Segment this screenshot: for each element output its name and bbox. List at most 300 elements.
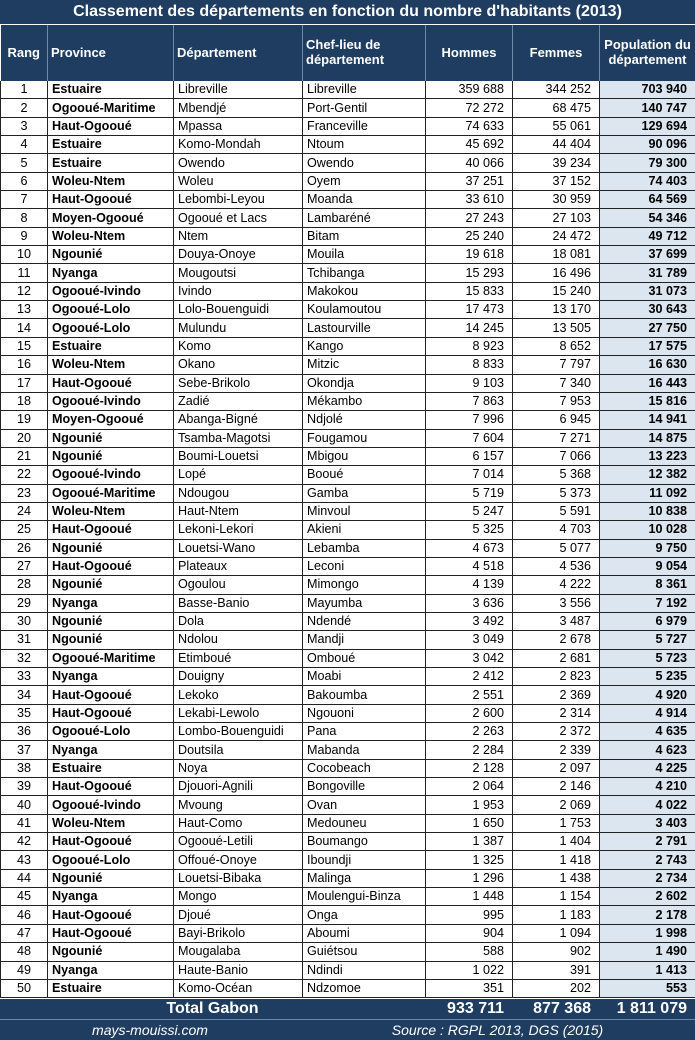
cell-rang: 4 (1, 136, 48, 154)
cell-hommes: 2 284 (426, 741, 513, 759)
cell-chef-lieu: Ntoum (303, 136, 426, 154)
cell-chef-lieu: Moabi (303, 668, 426, 686)
table-row (1, 943, 695, 961)
table-row (1, 484, 695, 502)
cell-hommes: 2 412 (426, 668, 513, 686)
cell-chef-lieu: Lastourville (303, 319, 426, 337)
cell-departement: Lekoni-Lekori (174, 521, 303, 539)
cell-province: Woleu-Ntem (48, 502, 174, 520)
cell-femmes: 5 368 (513, 466, 600, 484)
cell-departement: Mougalaba (174, 943, 303, 961)
cell-province: Haut-Ogooué (48, 521, 174, 539)
cell-rang: 2 (1, 99, 48, 117)
cell-departement: Ivindo (174, 282, 303, 300)
cell-departement: Okano (174, 356, 303, 374)
cell-femmes: 15 240 (513, 282, 600, 300)
cell-femmes: 1 418 (513, 851, 600, 869)
cell-province: Ngounié (48, 447, 174, 465)
table-row (1, 264, 695, 282)
table-row (1, 557, 695, 575)
table-row (1, 906, 695, 924)
cell-hommes: 8 833 (426, 356, 513, 374)
cell-departement: Louetsi-Wano (174, 539, 303, 557)
cell-population: 2 791 (600, 833, 695, 851)
cell-chef-lieu: Owendo (303, 154, 426, 172)
cell-rang: 7 (1, 191, 48, 209)
cell-femmes: 5 591 (513, 502, 600, 520)
cell-province: Haut-Ogooué (48, 374, 174, 392)
cell-chef-lieu: Medouneu (303, 814, 426, 832)
cell-departement: Dola (174, 612, 303, 630)
cell-rang: 43 (1, 851, 48, 869)
cell-province: Ogooué-Ivindo (48, 796, 174, 814)
table-row (1, 447, 695, 465)
cell-hommes: 2 600 (426, 704, 513, 722)
cell-departement: Bayi-Brikolo (174, 924, 303, 942)
table-body (1, 81, 695, 998)
cell-population: 5 727 (600, 631, 695, 649)
cell-hommes: 6 157 (426, 447, 513, 465)
cell-province: Haut-Ogooué (48, 686, 174, 704)
cell-hommes: 2 263 (426, 723, 513, 741)
cell-chef-lieu: Ndendé (303, 612, 426, 630)
total-hommes: 933 711 (425, 1000, 512, 1018)
cell-hommes: 995 (426, 906, 513, 924)
cell-population: 4 920 (600, 686, 695, 704)
cell-rang: 37 (1, 741, 48, 759)
cell-femmes: 39 234 (513, 154, 600, 172)
cell-femmes: 27 103 (513, 209, 600, 227)
cell-departement: Tsamba-Magotsi (174, 429, 303, 447)
cell-rang: 5 (1, 154, 48, 172)
cell-population: 2 178 (600, 906, 695, 924)
total-row (0, 998, 695, 1019)
cell-hommes: 3 049 (426, 631, 513, 649)
cell-departement: Louetsi-Bibaka (174, 869, 303, 887)
table-row (1, 172, 695, 190)
cell-rang: 3 (1, 117, 48, 135)
cell-rang: 30 (1, 612, 48, 630)
cell-departement: Mpassa (174, 117, 303, 135)
cell-rang: 17 (1, 374, 48, 392)
cell-population: 4 210 (600, 778, 695, 796)
cell-femmes: 55 061 (513, 117, 600, 135)
cell-femmes: 1 154 (513, 888, 600, 906)
cell-rang: 34 (1, 686, 48, 704)
cell-rang: 40 (1, 796, 48, 814)
cell-chef-lieu: Makokou (303, 282, 426, 300)
cell-chef-lieu: Omboué (303, 649, 426, 667)
cell-province: Nyanga (48, 741, 174, 759)
cell-province: Ngounié (48, 429, 174, 447)
cell-chef-lieu: Bongoville (303, 778, 426, 796)
cell-province: Estuaire (48, 154, 174, 172)
cell-population: 54 346 (600, 209, 695, 227)
cell-rang: 15 (1, 337, 48, 355)
cell-hommes: 7 863 (426, 392, 513, 410)
cell-chef-lieu: Lebamba (303, 539, 426, 557)
table-row (1, 191, 695, 209)
cell-rang: 44 (1, 869, 48, 887)
cell-province: Ogooué-Lolo (48, 723, 174, 741)
cell-rang: 20 (1, 429, 48, 447)
cell-departement: Offoué-Onoye (174, 851, 303, 869)
table-row (1, 594, 695, 612)
cell-chef-lieu: Mabanda (303, 741, 426, 759)
cell-hommes: 74 633 (426, 117, 513, 135)
cell-chef-lieu: Franceville (303, 117, 426, 135)
cell-femmes: 13 505 (513, 319, 600, 337)
cell-population: 17 575 (600, 337, 695, 355)
cell-chef-lieu: Mayumba (303, 594, 426, 612)
cell-femmes: 2 069 (513, 796, 600, 814)
cell-province: Haut-Ogooué (48, 117, 174, 135)
cell-chef-lieu: Koulamoutou (303, 301, 426, 319)
cell-chef-lieu: Mbigou (303, 447, 426, 465)
table-row (1, 979, 695, 997)
cell-departement: Ntem (174, 227, 303, 245)
cell-population: 4 623 (600, 741, 695, 759)
table-row (1, 778, 695, 796)
cell-rang: 48 (1, 943, 48, 961)
cell-hommes: 4 139 (426, 576, 513, 594)
table-row (1, 723, 695, 741)
cell-rang: 36 (1, 723, 48, 741)
cell-population: 3 403 (600, 814, 695, 832)
cell-departement: Owendo (174, 154, 303, 172)
cell-femmes: 16 496 (513, 264, 600, 282)
cell-chef-lieu: Malinga (303, 869, 426, 887)
cell-chef-lieu: Iboundji (303, 851, 426, 869)
cell-province: Moyen-Ogooué (48, 209, 174, 227)
cell-departement: Libreville (174, 81, 303, 99)
cell-departement: Ogoulou (174, 576, 303, 594)
cell-departement: Sebe-Brikolo (174, 374, 303, 392)
cell-province: Estuaire (48, 81, 174, 99)
table-row (1, 282, 695, 300)
col-header-chef-lieu: Chef-lieu de département (303, 25, 426, 81)
col-header-province: Province (48, 25, 174, 81)
cell-chef-lieu: Mandji (303, 631, 426, 649)
cell-chef-lieu: Mouila (303, 246, 426, 264)
footer (0, 1019, 695, 1040)
cell-femmes: 2 681 (513, 649, 600, 667)
cell-hommes: 351 (426, 979, 513, 997)
cell-population: 16 443 (600, 374, 695, 392)
cell-departement: Lebombi-Leyou (174, 191, 303, 209)
cell-hommes: 1 022 (426, 961, 513, 979)
cell-rang: 35 (1, 704, 48, 722)
cell-hommes: 15 293 (426, 264, 513, 282)
cell-femmes: 2 097 (513, 759, 600, 777)
cell-chef-lieu: Ndjolé (303, 411, 426, 429)
cell-departement: Noya (174, 759, 303, 777)
cell-rang: 26 (1, 539, 48, 557)
table-row (1, 851, 695, 869)
cell-province: Nyanga (48, 668, 174, 686)
cell-departement: Djoué (174, 906, 303, 924)
table-row (1, 759, 695, 777)
cell-femmes: 6 945 (513, 411, 600, 429)
cell-chef-lieu: Aboumi (303, 924, 426, 942)
cell-rang: 50 (1, 979, 48, 997)
cell-chef-lieu: Lambaréné (303, 209, 426, 227)
cell-rang: 29 (1, 594, 48, 612)
cell-population: 90 096 (600, 136, 695, 154)
table-row (1, 686, 695, 704)
cell-femmes: 5 373 (513, 484, 600, 502)
cell-hommes: 2 128 (426, 759, 513, 777)
col-header-hommes: Hommes (426, 25, 513, 81)
cell-province: Woleu-Ntem (48, 356, 174, 374)
cell-population: 49 712 (600, 227, 695, 245)
cell-rang: 19 (1, 411, 48, 429)
cell-province: Haut-Ogooué (48, 778, 174, 796)
cell-femmes: 344 252 (513, 81, 600, 99)
cell-femmes: 24 472 (513, 227, 600, 245)
cell-chef-lieu: Ovan (303, 796, 426, 814)
cell-departement: Etimboué (174, 649, 303, 667)
cell-chef-lieu: Kango (303, 337, 426, 355)
cell-femmes: 3 487 (513, 612, 600, 630)
cell-province: Haut-Ogooué (48, 924, 174, 942)
cell-province: Ogooué-Lolo (48, 319, 174, 337)
cell-population: 37 699 (600, 246, 695, 264)
cell-departement: Mougoutsi (174, 264, 303, 282)
footer-website: mays-mouissi.com (0, 1022, 300, 1038)
cell-departement: Plateaux (174, 557, 303, 575)
cell-population: 9 750 (600, 539, 695, 557)
cell-hommes: 904 (426, 924, 513, 942)
cell-population: 2 602 (600, 888, 695, 906)
cell-province: Estuaire (48, 337, 174, 355)
cell-province: Haut-Ogooué (48, 833, 174, 851)
table-row (1, 741, 695, 759)
cell-rang: 14 (1, 319, 48, 337)
cell-departement: Douigny (174, 668, 303, 686)
cell-population: 64 569 (600, 191, 695, 209)
cell-femmes: 2 339 (513, 741, 600, 759)
cell-hommes: 19 618 (426, 246, 513, 264)
cell-femmes: 7 066 (513, 447, 600, 465)
cell-hommes: 15 833 (426, 282, 513, 300)
cell-province: Haut-Ogooué (48, 704, 174, 722)
col-header-population: Population du département (600, 25, 695, 81)
cell-chef-lieu: Okondja (303, 374, 426, 392)
cell-population: 14 941 (600, 411, 695, 429)
cell-chef-lieu: Bitam (303, 227, 426, 245)
cell-chef-lieu: Moulengui-Binza (303, 888, 426, 906)
cell-chef-lieu: Cocobeach (303, 759, 426, 777)
cell-province: Ogooué-Ivindo (48, 392, 174, 410)
cell-hommes: 4 673 (426, 539, 513, 557)
cell-province: Ngounié (48, 246, 174, 264)
cell-hommes: 2 551 (426, 686, 513, 704)
cell-rang: 39 (1, 778, 48, 796)
cell-province: Estuaire (48, 979, 174, 997)
cell-rang: 31 (1, 631, 48, 649)
cell-chef-lieu: Leconi (303, 557, 426, 575)
cell-rang: 32 (1, 649, 48, 667)
table-row (1, 301, 695, 319)
cell-rang: 49 (1, 961, 48, 979)
cell-province: Nyanga (48, 888, 174, 906)
cell-rang: 23 (1, 484, 48, 502)
cell-femmes: 7 797 (513, 356, 600, 374)
cell-chef-lieu: Booué (303, 466, 426, 484)
cell-rang: 24 (1, 502, 48, 520)
cell-population: 30 643 (600, 301, 695, 319)
cell-femmes: 2 314 (513, 704, 600, 722)
cell-population: 1 490 (600, 943, 695, 961)
cell-departement: Zadié (174, 392, 303, 410)
table-row (1, 796, 695, 814)
cell-province: Ngounié (48, 943, 174, 961)
cell-province: Ngounié (48, 612, 174, 630)
cell-province: Ogooué-Maritime (48, 99, 174, 117)
table-row (1, 576, 695, 594)
cell-population: 13 223 (600, 447, 695, 465)
cell-province: Ogooué-Maritime (48, 649, 174, 667)
cell-population: 1 413 (600, 961, 695, 979)
table-row (1, 319, 695, 337)
cell-departement: Ndougou (174, 484, 303, 502)
cell-femmes: 68 475 (513, 99, 600, 117)
cell-province: Ngounié (48, 576, 174, 594)
cell-population: 79 300 (600, 154, 695, 172)
cell-hommes: 2 064 (426, 778, 513, 796)
cell-population: 5 723 (600, 649, 695, 667)
table-row (1, 246, 695, 264)
cell-population: 4 914 (600, 704, 695, 722)
cell-rang: 22 (1, 466, 48, 484)
cell-population: 8 361 (600, 576, 695, 594)
cell-province: Ngounié (48, 539, 174, 557)
cell-rang: 12 (1, 282, 48, 300)
cell-population: 2 743 (600, 851, 695, 869)
cell-population: 2 734 (600, 869, 695, 887)
cell-departement: Lekoko (174, 686, 303, 704)
cell-hommes: 1 325 (426, 851, 513, 869)
table-row (1, 612, 695, 630)
cell-rang: 6 (1, 172, 48, 190)
cell-rang: 38 (1, 759, 48, 777)
cell-femmes: 2 369 (513, 686, 600, 704)
ranking-table (0, 25, 695, 998)
cell-province: Woleu-Ntem (48, 172, 174, 190)
cell-hommes: 1 953 (426, 796, 513, 814)
table-title: Classement des départements en fonction du nombre d'habitants (2013) (0, 0, 695, 25)
cell-rang: 11 (1, 264, 48, 282)
cell-departement: Haute-Banio (174, 961, 303, 979)
cell-hommes: 72 272 (426, 99, 513, 117)
cell-province: Woleu-Ntem (48, 814, 174, 832)
cell-femmes: 4 222 (513, 576, 600, 594)
cell-rang: 18 (1, 392, 48, 410)
cell-femmes: 18 081 (513, 246, 600, 264)
cell-hommes: 5 247 (426, 502, 513, 520)
cell-population: 1 998 (600, 924, 695, 942)
cell-departement: Lolo-Bouenguidi (174, 301, 303, 319)
cell-rang: 10 (1, 246, 48, 264)
col-header-rang: Rang (1, 25, 48, 81)
cell-chef-lieu: Mitzic (303, 356, 426, 374)
table-row (1, 374, 695, 392)
cell-chef-lieu: Oyem (303, 172, 426, 190)
cell-departement: Ndolou (174, 631, 303, 649)
cell-departement: Mongo (174, 888, 303, 906)
cell-province: Ogooué-Maritime (48, 484, 174, 502)
cell-population: 31 073 (600, 282, 695, 300)
cell-population: 16 630 (600, 356, 695, 374)
cell-departement: Ogooué et Lacs (174, 209, 303, 227)
cell-population: 553 (600, 979, 695, 997)
cell-femmes: 2 823 (513, 668, 600, 686)
cell-hommes: 7 996 (426, 411, 513, 429)
cell-province: Haut-Ogooué (48, 191, 174, 209)
cell-population: 11 092 (600, 484, 695, 502)
cell-hommes: 1 650 (426, 814, 513, 832)
cell-chef-lieu: Gamba (303, 484, 426, 502)
cell-femmes: 2 678 (513, 631, 600, 649)
table-row (1, 539, 695, 557)
cell-hommes: 17 473 (426, 301, 513, 319)
total-label: Total Gabon (0, 1000, 425, 1018)
cell-rang: 27 (1, 557, 48, 575)
cell-hommes: 588 (426, 943, 513, 961)
table-row (1, 227, 695, 245)
cell-departement: Komo (174, 337, 303, 355)
cell-femmes: 7 340 (513, 374, 600, 392)
cell-chef-lieu: Ndzomoe (303, 979, 426, 997)
table-row (1, 649, 695, 667)
cell-hommes: 40 066 (426, 154, 513, 172)
cell-departement: Mulundu (174, 319, 303, 337)
cell-population: 4 225 (600, 759, 695, 777)
cell-chef-lieu: Boumango (303, 833, 426, 851)
cell-femmes: 4 536 (513, 557, 600, 575)
cell-province: Ngounié (48, 631, 174, 649)
cell-population: 31 789 (600, 264, 695, 282)
cell-femmes: 2 372 (513, 723, 600, 741)
cell-population: 10 028 (600, 521, 695, 539)
cell-rang: 16 (1, 356, 48, 374)
cell-hommes: 37 251 (426, 172, 513, 190)
cell-hommes: 3 042 (426, 649, 513, 667)
cell-femmes: 1 438 (513, 869, 600, 887)
cell-province: Nyanga (48, 594, 174, 612)
cell-departement: Basse-Banio (174, 594, 303, 612)
cell-femmes: 5 077 (513, 539, 600, 557)
cell-femmes: 1 094 (513, 924, 600, 942)
cell-departement: Lopé (174, 466, 303, 484)
cell-population: 6 979 (600, 612, 695, 630)
total-population: 1 811 079 (599, 1000, 695, 1018)
cell-rang: 33 (1, 668, 48, 686)
cell-departement: Komo-Mondah (174, 136, 303, 154)
table-row (1, 117, 695, 135)
cell-province: Haut-Ogooué (48, 557, 174, 575)
cell-population: 14 875 (600, 429, 695, 447)
table-row (1, 814, 695, 832)
cell-province: Ngounié (48, 869, 174, 887)
table-row (1, 429, 695, 447)
cell-chef-lieu: Akieni (303, 521, 426, 539)
cell-population: 140 747 (600, 99, 695, 117)
cell-hommes: 9 103 (426, 374, 513, 392)
cell-chef-lieu: Fougamou (303, 429, 426, 447)
cell-femmes: 2 146 (513, 778, 600, 796)
